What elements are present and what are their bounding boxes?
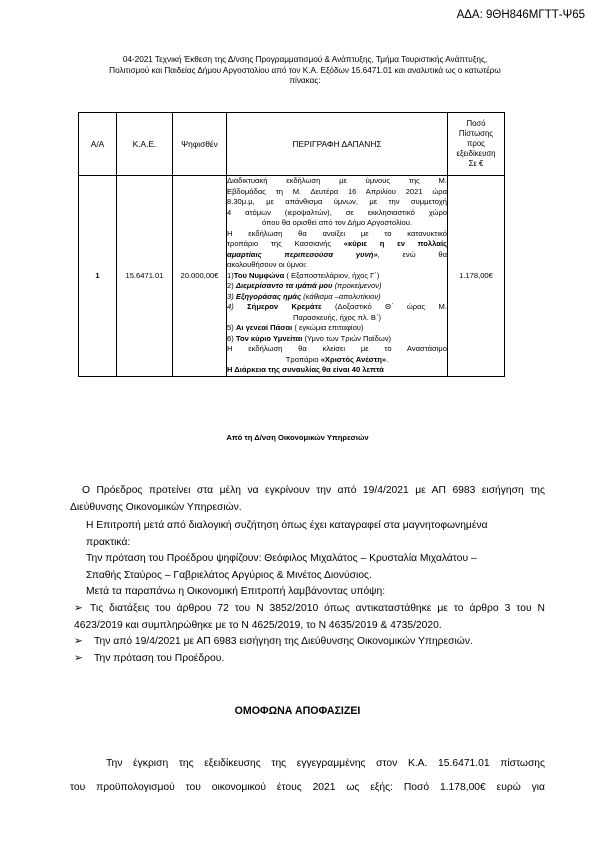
decision-line: Την έγκριση της εξειδίκευσης της εγγεγραμμένης στον Κ.Α. 15.6471.01 πίστωσης bbox=[106, 758, 545, 769]
arrow-bullet-icon: ➢ bbox=[74, 652, 83, 664]
header-psifisthen: Ψηφισθέν bbox=[173, 113, 227, 176]
desc-line: Η εκδήλωση θα κλείσει με το Αναστάσιμο bbox=[227, 344, 447, 353]
arrow-bullet-icon: ➢ bbox=[74, 602, 83, 614]
desc-text: (Υμνο των Τριών Παίδων) bbox=[302, 333, 392, 343]
expense-table bbox=[78, 112, 505, 377]
cell-perigrafi bbox=[227, 176, 448, 377]
desc-line: Παρασκευής, ήχος πλ. Β΄) bbox=[292, 312, 382, 322]
desc-bold-italic: αμαρτίαις περιπεσούσα γυνή» bbox=[227, 249, 378, 259]
table-header-row bbox=[79, 113, 505, 176]
desc-line bbox=[227, 355, 447, 366]
decision-paragraph bbox=[70, 752, 545, 800]
proposal-paragraph: Ο Πρόεδρος προτείνει στα μέλη να εγκρίνουν την από 19/4/2021 με ΑΠ 6983 εισήγηση της Διεύθυνσης Οικονομικών Υπηρεσιών. bbox=[70, 485, 545, 513]
desc-line: όπου θα ορισθεί από τον Δήμο Αργοστολίου. bbox=[262, 218, 412, 227]
list-item bbox=[70, 634, 545, 651]
table-row bbox=[79, 176, 505, 377]
desc-text: Τροπάριο bbox=[285, 354, 321, 364]
desc-bold: Αι γενεαί Πάσαι bbox=[235, 323, 293, 332]
header-perigrafi: ΠΕΡΙΓΡΑΦΗ ΔΑΠΑΝΗΣ bbox=[227, 113, 448, 176]
desc-line: 4 ατόμων (ιεροψαλτών), σε εκκλησιαστικό χώρο bbox=[227, 207, 447, 217]
body-line: Η Επιτροπή μετά από διαλογική συζήτηση όπως έχει καταγραφεί στα μαγνητοφωνημένα bbox=[86, 520, 488, 531]
desc-line bbox=[227, 271, 447, 282]
desc-italic: 4) bbox=[227, 302, 248, 311]
desc-line bbox=[227, 334, 447, 345]
cell-kae: 15.6471.01 bbox=[117, 176, 173, 377]
desc-text: 5) bbox=[227, 323, 236, 332]
desc-line: ακολουθήσουν οι ύμνοι: bbox=[227, 260, 308, 269]
desc-line bbox=[227, 281, 447, 292]
cell-psifisthen: 20.000,00€ bbox=[173, 176, 227, 377]
desc-line: Διαδικτυακή εκδήλωση με ύμνους της Μ. bbox=[227, 176, 447, 185]
header-poso-line: εξειδίκευση bbox=[456, 149, 496, 158]
decision-line: του προϋπολογισμού του οικονομικού έτους 2021 ως εξής: Ποσό 1.178,00€ ευρώ για bbox=[70, 782, 545, 793]
header-poso-line: Πίστωσης bbox=[458, 129, 494, 138]
decision-title: ΟΜΟΦΩΝΑ ΑΠΟΦΑΣΙΖΕΙ bbox=[234, 705, 361, 717]
desc-italic: (κάθισμα –απολυτίκιον) bbox=[301, 291, 381, 301]
header-aa: Α/Α bbox=[79, 113, 117, 176]
header-poso-line: προς bbox=[467, 139, 485, 148]
desc-bold: Τον κύριο Υμνείται bbox=[235, 333, 303, 343]
desc-text: . bbox=[386, 354, 389, 364]
desc-line: Εβδομάδας τη Μ. Δευτέρα 16 Απριλίου 2021 ώρα bbox=[227, 186, 447, 196]
header-poso bbox=[448, 113, 505, 176]
desc-text: (Δοξαστικό Θ΄ ώρας Μ. bbox=[321, 302, 447, 311]
desc-line bbox=[227, 302, 447, 313]
desc-text: 1) bbox=[227, 270, 234, 280]
desc-line bbox=[227, 292, 447, 303]
desc-bold-italic: Διεμερίσαντο τα ιμάτιά μου bbox=[235, 281, 333, 290]
desc-text: ( εγκώμια επιταφίου) bbox=[292, 323, 364, 332]
header-poso-line: Σε € bbox=[468, 159, 484, 168]
desc-line: 8.30μ.μ, με απάνθισμα ύμνων, με την συμμετοχή bbox=[227, 197, 447, 206]
desc-bold: «κύριε η εν πολλαίς bbox=[343, 239, 447, 248]
committee-paragraph bbox=[70, 518, 545, 667]
bullet-text: Τις διατάξεις του άρθρου 72 του Ν 3852/2010 όπως αντικαταστάθηκε με το άρθρο 3 του Ν 4623/2019 και συμπληρώθηκε με το Ν 4625/2019, το Ν 4635/2019 & 4735/2020. bbox=[74, 602, 545, 631]
intro-paragraph bbox=[70, 55, 540, 87]
desc-italic: 3) bbox=[227, 291, 236, 301]
intro-line: 04-2021 Τεχνική Έκθεση της Δ/νσης Προγραμματισμού & Ανάπτυξης, Τμήμα Τουριστικής Ανάπτυξης, bbox=[122, 55, 488, 64]
desc-italic: (προκείμενον) bbox=[332, 281, 382, 290]
list-item bbox=[70, 651, 545, 668]
desc-line bbox=[227, 250, 447, 261]
cell-poso: 1.178,00€ bbox=[448, 176, 505, 377]
desc-bold-italic: Εξηγοράσας ημάς bbox=[235, 291, 302, 301]
body-line: Μετά τα παραπάνω η Οικονομική Επιτροπή λαμβάνοντας υπόψη: bbox=[86, 586, 386, 598]
arrow-bullet-icon: ➢ bbox=[74, 636, 83, 648]
intro-line: Πολιτισμού και Παιδείας Δήμου Αργοστολίου από τον Κ.Α. Εξόδων 15.6471.01 και αναλυτικά ως ο κατωτέρω bbox=[109, 65, 501, 75]
body-line: Την πρόταση του Προέδρου ψηφίζουν: Θεόφιλος Μιχαλάτος – Κρυσταλία Μιχαλάτου – bbox=[86, 553, 477, 565]
desc-text: 2) bbox=[227, 281, 236, 290]
intro-line: πίνακας: bbox=[289, 76, 321, 86]
ada-code: ΑΔΑ: 9ΘΗ846ΜΓΤΤ-Ψ65 bbox=[456, 9, 585, 21]
body-line: πρακτικά: bbox=[86, 536, 131, 548]
bullet-text: Την πρόταση του Προέδρου. bbox=[94, 652, 225, 664]
list-item bbox=[70, 601, 545, 634]
desc-line bbox=[227, 239, 447, 250]
desc-line: Η Διάρκεια της συναυλίας θα είναι 40 λεπτά bbox=[227, 365, 384, 374]
header-poso-line: Ποσό bbox=[466, 119, 486, 128]
desc-line: Η εκδήλωση θα ανοίξει με το κατανυκτικό bbox=[227, 228, 447, 238]
bullet-text: Την από 19/4/2021 με ΑΠ 6983 εισήγηση της Διεύθυνσης Οικονομικών Υπηρεσιών. bbox=[94, 636, 473, 648]
desc-text: , ενώ θα bbox=[377, 249, 447, 259]
desc-text: ( Εξαποστειλάριον, ήχος Γ΄) bbox=[284, 270, 380, 280]
desc-text: 6) bbox=[227, 333, 236, 343]
desc-bold: Σήμερον Κρεμάτε bbox=[247, 302, 322, 311]
cell-aa: 1 bbox=[79, 176, 117, 377]
department-label: Από τη Δ/νση Οικονομικών Υπηρεσιών bbox=[226, 433, 369, 442]
desc-bold: «Χριστός Ανέστη» bbox=[320, 354, 387, 364]
desc-text: τροπάριο της Κασσιανής bbox=[227, 239, 344, 248]
body-line: Σπαθής Σταύρος – Γαβριελάτος Αργύριος & Μινέτος Διονύσιος. bbox=[86, 569, 372, 581]
header-kae: Κ.Α.Ε. bbox=[117, 113, 173, 176]
desc-line bbox=[227, 323, 447, 334]
desc-bold: Του Νυμφώνα bbox=[233, 270, 285, 280]
